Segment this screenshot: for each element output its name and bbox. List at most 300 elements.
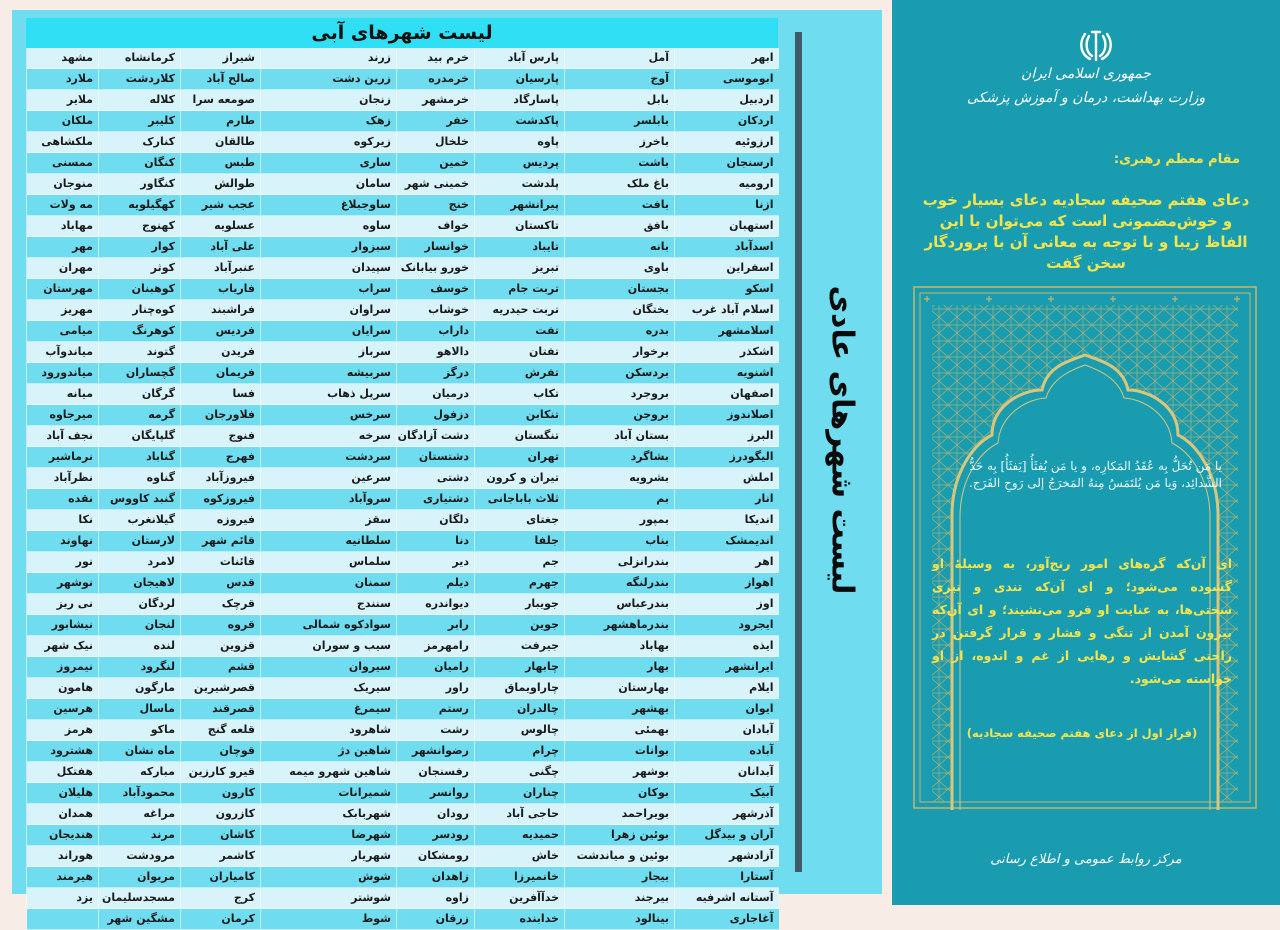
city-cell: بافت (565, 195, 675, 216)
city-cell: شهرضا (261, 825, 397, 846)
city-cell: آباده (675, 741, 779, 762)
city-cell: خاش (475, 846, 565, 867)
city-cell: تیران و کرون (475, 468, 565, 489)
city-cell: رامهرمز (397, 636, 475, 657)
city-cell: آمل (565, 48, 675, 69)
city-cell: تاکستان (475, 216, 565, 237)
city-cell: کرج (181, 888, 261, 909)
arabic-quote: یا مَن تُحَلُّ بِه عُقَدُ المَکارِه، و یا مَن یُفثَأُ [یَفثَأُ] بِه حَدُّ الشَّدائِد، وَیا مَن یُلتَمَسُ مِنهُ المَخرَجُ إلی رَوحِ الفَرَج. (969, 459, 1222, 490)
city-cell: قشم (181, 657, 261, 678)
city-cell: املش (675, 468, 779, 489)
table-row (27, 237, 779, 258)
city-cell: دشتستان (397, 447, 475, 468)
city-cell: ایرانشهر (675, 657, 779, 678)
city-cell: جلفا (475, 531, 565, 552)
city-cell: تایباد (475, 237, 565, 258)
city-cell: بروجرد (565, 384, 675, 405)
city-cell: قروه (181, 615, 261, 636)
city-cell: بوکان (565, 783, 675, 804)
table-row (27, 678, 779, 699)
city-cell: حمیدیه (475, 825, 565, 846)
city-cell: خمین (397, 153, 475, 174)
city-cell: اهر (675, 552, 779, 573)
city-cell: تنگستان (475, 426, 565, 447)
city-cell: نجف آباد (27, 426, 99, 447)
city-cell: فریدن (181, 342, 261, 363)
city-cell: پارسیان (475, 69, 565, 90)
city-cell: نیشابور (27, 615, 99, 636)
city-cell: هشترود (27, 741, 99, 762)
city-cell: مرودشت (99, 846, 181, 867)
city-cell: دشتی (397, 468, 475, 489)
city-cell: پاسارگاد (475, 90, 565, 111)
city-cell: مهران (27, 258, 99, 279)
city-cell: عجب شیر (181, 195, 261, 216)
city-cell: داراب (397, 321, 475, 342)
city-cell: ممسنی (27, 153, 99, 174)
city-cell: برخوار (565, 342, 675, 363)
city-cell: سرباز (261, 342, 397, 363)
city-cell: تفرش (475, 363, 565, 384)
city-cell: تهران (475, 447, 565, 468)
city-cell: رومشکان (397, 846, 475, 867)
city-cell: ایوان (675, 699, 779, 720)
city-cell: اردکان (675, 111, 779, 132)
city-cell: فراشبند (181, 300, 261, 321)
city-cell: کرمان (181, 909, 261, 930)
city-cell: شهریار (261, 846, 397, 867)
city-cell: ازنا (675, 195, 779, 216)
city-cell: میرجاوه (27, 405, 99, 426)
city-cell: محمودآباد (99, 783, 181, 804)
table-row (27, 405, 779, 426)
city-cell: سمنان (261, 573, 397, 594)
city-cell: ملکان (27, 111, 99, 132)
city-cell: سیمرغ (261, 699, 397, 720)
city-cell: مسجدسلیمان (99, 888, 181, 909)
city-cell: انار (675, 489, 779, 510)
city-cell: آغاجاری (675, 909, 779, 930)
city-cell: شاهرود (261, 720, 397, 741)
city-cell: قرچک (181, 594, 261, 615)
table-row (27, 657, 779, 678)
city-cell: رابر (397, 615, 475, 636)
table-row (27, 720, 779, 741)
city-cell: صالح آباد (181, 69, 261, 90)
city-cell: کوار (99, 237, 181, 258)
city-cell: باوی (565, 258, 675, 279)
city-cell: پردیس (475, 153, 565, 174)
city-cell: ایجرود (675, 615, 779, 636)
city-cell: مهریز (27, 300, 99, 321)
city-cell: جم (475, 552, 565, 573)
city-cell: بردسکن (565, 363, 675, 384)
city-cell: لامرد (99, 552, 181, 573)
city-cell: آبدانان (675, 762, 779, 783)
city-cell: سلماس (261, 552, 397, 573)
city-cell: سنندج (261, 594, 397, 615)
city-cell: سرعین (261, 468, 397, 489)
city-cell: کلاردشت (99, 69, 181, 90)
city-cell: میانه (27, 384, 99, 405)
city-cell: شاهین شهرو میمه (261, 762, 397, 783)
city-cell: رفسنجان (397, 762, 475, 783)
city-cell: فسا (181, 384, 261, 405)
city-cell: باغ ملک (565, 174, 675, 195)
table-row (27, 615, 779, 636)
table-row (27, 384, 779, 405)
city-cell: نوشهر (27, 573, 99, 594)
city-cell: کارون (181, 783, 261, 804)
city-cell: قلعه گنج (181, 720, 261, 741)
city-cell: رودان (397, 804, 475, 825)
city-cell: تنکابن (475, 405, 565, 426)
city-cell: کازرون (181, 804, 261, 825)
city-cell: بابلسر (565, 111, 675, 132)
city-cell: نی ریز (27, 594, 99, 615)
city-cell: ملکشاهی (27, 132, 99, 153)
city-cell: استهبان (675, 216, 779, 237)
city-cell: تفتان (475, 342, 565, 363)
city-cell: زهک (261, 111, 397, 132)
city-cell: زرین دشت (261, 69, 397, 90)
city-cell: چابهار (475, 657, 565, 678)
table-row (27, 69, 779, 90)
table-row (27, 132, 779, 153)
city-cell: ارزوئیه (675, 132, 779, 153)
city-cell: بافق (565, 216, 675, 237)
city-cell: کوهرنگ (99, 321, 181, 342)
city-cell: باخرز (565, 132, 675, 153)
city-table (26, 48, 779, 930)
city-cell: آستانه اشرفیه (675, 888, 779, 909)
city-cell: کنگاور (99, 174, 181, 195)
city-cell: اردبیل (675, 90, 779, 111)
table-row (27, 447, 779, 468)
city-cell: لنجان (99, 615, 181, 636)
city-cell: بشاگرد (565, 447, 675, 468)
info-panel (892, 0, 1280, 905)
city-cell: ملارد (27, 69, 99, 90)
city-cell: چالدران (475, 699, 565, 720)
blue-cities-title: لیست شهرهای آبی (26, 18, 778, 48)
table-row (27, 174, 779, 195)
city-cell: ارومیه (675, 174, 779, 195)
city-cell: خلخال (397, 132, 475, 153)
ministry-name: وزارت بهداشت، درمان و آموزش پزشکی (966, 90, 1206, 106)
table-row (27, 573, 779, 594)
city-cell: سرایان (261, 321, 397, 342)
table-row (27, 846, 779, 867)
city-cell: قدس (181, 573, 261, 594)
table-row (27, 741, 779, 762)
city-cell: سبزوار (261, 237, 397, 258)
city-cell: گنبد کاووس (99, 489, 181, 510)
city-cell: باشت (565, 153, 675, 174)
city-cell: تربت جام (475, 279, 565, 300)
city-cell: مرند (99, 825, 181, 846)
city-cell: بروجن (565, 405, 675, 426)
leader-label: مقام معظم رهبری: (1113, 152, 1240, 167)
table-row (27, 48, 779, 69)
city-cell: گناباد (99, 447, 181, 468)
city-cell: سقز (261, 510, 397, 531)
city-cell: مهاباد (27, 216, 99, 237)
city-cell: اسفراین (675, 258, 779, 279)
city-cell: یزد (27, 888, 99, 909)
city-cell: فریمان (181, 363, 261, 384)
city-cell: بیجار (565, 867, 675, 888)
city-cell: بندرلنگه (565, 573, 675, 594)
city-cell: نیک شهر (27, 636, 99, 657)
city-cell: تکاب (475, 384, 565, 405)
city-cell: شهربابک (261, 804, 397, 825)
city-cell: بینالود (565, 909, 675, 930)
table-row (27, 426, 779, 447)
city-cell: اصلاندوز (675, 405, 779, 426)
city-cell: خورو بیابانک (397, 258, 475, 279)
city-cell: لاهیجان (99, 573, 181, 594)
city-cell: سیریک (261, 678, 397, 699)
city-cell: سرخه (261, 426, 397, 447)
city-cell: لنده (99, 636, 181, 657)
city-cell: بندرماهشهر (565, 615, 675, 636)
country-name: جمهوری اسلامی ایران (1021, 66, 1151, 82)
city-cell: طالقان (181, 132, 261, 153)
city-cell: بانه (565, 237, 675, 258)
city-cell: پلدشت (475, 174, 565, 195)
city-cell: مبارکه (99, 762, 181, 783)
city-cell: خانمیرزا (475, 867, 565, 888)
city-cell: نظرآباد (27, 468, 99, 489)
city-cell: بابل (565, 90, 675, 111)
city-cell: طوالش (181, 174, 261, 195)
city-cell: بستان آباد (565, 426, 675, 447)
city-cell: آذرشهر (675, 804, 779, 825)
city-cell: بناب (565, 531, 675, 552)
city-cell: لارستان (99, 531, 181, 552)
table-row (27, 867, 779, 888)
city-cell: مه ولات (27, 195, 99, 216)
city-cell: هفتکل (27, 762, 99, 783)
city-cell: ساوه (261, 216, 397, 237)
city-cell: ساری (261, 153, 397, 174)
city-cell: آران و بیدگل (675, 825, 779, 846)
city-cell: رستم (397, 699, 475, 720)
table-row (27, 594, 779, 615)
city-cell: پاکدشت (475, 111, 565, 132)
city-cell: خنج (397, 195, 475, 216)
city-cell: کلیبر (99, 111, 181, 132)
city-cell: خوشاب (397, 300, 475, 321)
table-row (27, 195, 779, 216)
city-cell: کاشان (181, 825, 261, 846)
city-cell: روانسر (397, 783, 475, 804)
city-cell: هلیلان (27, 783, 99, 804)
city-cell: شوشتر (261, 888, 397, 909)
city-cell: بشرویه (565, 468, 675, 489)
table-row (27, 825, 779, 846)
city-cell: قصرقند (181, 699, 261, 720)
city-cell: سیروان (261, 657, 397, 678)
persian-translation: ای آن‌که گره‌های امور رنج‌آور، به وسیلهٔ او گشوده می‌شود؛ و ای آن‌که تندی و تیزی سختی‌ها، به عنایت او فرو می‌نشیند؛ و ای آن‌که بیرون آمدن از تنگی و فشار و قرار گرفتن در راحتی گشایش و رهایی از غم و اندوه، از او خواسته می‌شود. (932, 556, 1232, 686)
city-cell: اسدآباد (675, 237, 779, 258)
city-cell: منوجان (27, 174, 99, 195)
table-row (27, 762, 779, 783)
city-cell: زرقان (397, 909, 475, 930)
footer-signature: مرکز روابط عمومی و اطلاع رسانی (990, 852, 1182, 867)
city-cell: قائنات (181, 552, 261, 573)
city-cell: طارم (181, 111, 261, 132)
city-cell: نرماشیر (27, 447, 99, 468)
city-cell: گتوند (99, 342, 181, 363)
city-cell: اشکذر (675, 342, 779, 363)
city-cell: نهاوند (27, 531, 99, 552)
city-cell: مارگون (99, 678, 181, 699)
city-cell: قائم شهر (181, 531, 261, 552)
table-row (27, 636, 779, 657)
city-cell: دزفول (397, 405, 475, 426)
city-cell: بمپور (565, 510, 675, 531)
city-cell: اوز (675, 594, 779, 615)
city-cell: خرم بید (397, 48, 475, 69)
city-cell: میاندورود (27, 363, 99, 384)
iran-emblem-icon (1076, 26, 1116, 66)
city-cell: قزوین (181, 636, 261, 657)
city-cell: هرسین (27, 699, 99, 720)
city-cell: مشگین شهر (99, 909, 181, 930)
city-cell: مهر (27, 237, 99, 258)
city-cell: کهنوج (99, 216, 181, 237)
city-cell: چالوس (475, 720, 565, 741)
city-cell: طبس (181, 153, 261, 174)
city-cell: کهگیلویه (99, 195, 181, 216)
city-cell: جوین (475, 615, 565, 636)
city-cell: بجستان (565, 279, 675, 300)
city-cell: البرز (675, 426, 779, 447)
city-cell: عسلویه (181, 216, 261, 237)
city-cell: ایذه (675, 636, 779, 657)
city-cell: مریوان (99, 867, 181, 888)
city-cell: سوادکوه شمالی (261, 615, 397, 636)
city-cell: اصفهان (675, 384, 779, 405)
vertical-divider-bar (795, 32, 802, 872)
city-cell: خواف (397, 216, 475, 237)
city-cell: قصرشیرین (181, 678, 261, 699)
table-row (27, 909, 779, 930)
city-cell: خدآآفرین (475, 888, 565, 909)
city-cell: بوئین زهرا (565, 825, 675, 846)
city-cell: نیمروز (27, 657, 99, 678)
city-cell: خدابنده (475, 909, 565, 930)
city-cell: فنوج (181, 426, 261, 447)
city-cell: سامان (261, 174, 397, 195)
city-cell: کرمانشاه (99, 48, 181, 69)
city-cell: دیر (397, 552, 475, 573)
city-cell: سرخس (261, 405, 397, 426)
city-cell: آوج (565, 69, 675, 90)
city-cell: دالاهو (397, 342, 475, 363)
table-row (27, 300, 779, 321)
city-cell: کلاله (99, 90, 181, 111)
intro-text: دعای هفتم صحیفه سجادیه دعای بسیار خوب و خوش‌مضمونی است که می‌توان با این الفاظ زیبا و با توجه به معانی آن با پروردگار سخن گفت (922, 191, 1250, 272)
city-cell: خوسف (397, 279, 475, 300)
city-cell: دیواندره (397, 594, 475, 615)
city-cell: سروآباد (261, 489, 397, 510)
city-cell: اهواز (675, 573, 779, 594)
city-cell: خفر (397, 111, 475, 132)
city-cell: جیرفت (475, 636, 565, 657)
city-cell: درمیان (397, 384, 475, 405)
table-row (27, 888, 779, 909)
city-cell: رضوانشهر (397, 741, 475, 762)
city-cell: ابهر (675, 48, 779, 69)
table-row (27, 111, 779, 132)
table-row (27, 804, 779, 825)
city-cell: خوانسار (397, 237, 475, 258)
city-cell: بهار (565, 657, 675, 678)
table-row (27, 699, 779, 720)
table-row (27, 468, 779, 489)
table-row (27, 153, 779, 174)
city-cell: شوش (261, 867, 397, 888)
city-cell: علی آباد (181, 237, 261, 258)
city-cell: زنجان (261, 90, 397, 111)
city-cell: میامی (27, 321, 99, 342)
city-cell: مهرستان (27, 279, 99, 300)
city-cell: زاوه (397, 888, 475, 909)
city-cell: مراغه (99, 804, 181, 825)
city-cell: قیرو کارزین (181, 762, 261, 783)
table-row (27, 552, 779, 573)
city-cell: زاهدان (397, 867, 475, 888)
city-cell: گلپایگان (99, 426, 181, 447)
city-cell: آزادشهر (675, 846, 779, 867)
city-cell: فیروزکوه (181, 489, 261, 510)
city-cell: بهشهر (565, 699, 675, 720)
city-cell: سردشت (261, 447, 397, 468)
city-cell: لردگان (99, 594, 181, 615)
city-cell: بوانات (565, 741, 675, 762)
city-cell: نقده (27, 489, 99, 510)
city-cell: اندیکا (675, 510, 779, 531)
city-cell: ایلام (675, 678, 779, 699)
city-cell: جهرم (475, 573, 565, 594)
city-cell: سلطانیه (261, 531, 397, 552)
city-cell: شمیرانات (261, 783, 397, 804)
city-cell: پاوه (475, 132, 565, 153)
city-cell: بوشهر (565, 762, 675, 783)
quote-source: (فراز اول از دعای هفتم صحیفه سجادیه) (966, 726, 1198, 740)
city-cell: نور (27, 552, 99, 573)
city-cell: اشنویه (675, 363, 779, 384)
city-cell: کنگان (99, 153, 181, 174)
city-cell: چرام (475, 741, 565, 762)
city-cell: دشت آزادگان (397, 426, 475, 447)
city-cell: فهرج (181, 447, 261, 468)
city-cell: ساوجبلاغ (261, 195, 397, 216)
table-row (27, 783, 779, 804)
city-cell: گناوه (99, 468, 181, 489)
city-cell: بهمئی (565, 720, 675, 741)
city-cell: رودسر (397, 825, 475, 846)
city-cell: سیب و سوران (261, 636, 397, 657)
city-cell: آستارا (675, 867, 779, 888)
city-cell: سرپل ذهاب (261, 384, 397, 405)
city-cell: الیگودرز (675, 447, 779, 468)
city-cell: پیرانشهر (475, 195, 565, 216)
city-cell: بندرعباس (565, 594, 675, 615)
